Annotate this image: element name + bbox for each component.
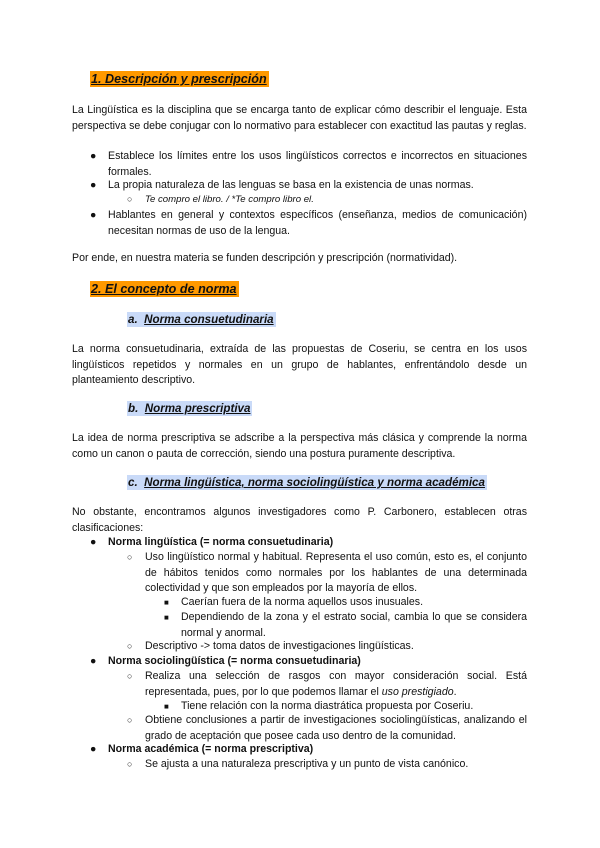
circle-marker: ○ — [127, 759, 133, 769]
subsection-c-intro: No obstante, encontramos algunos investigadores como P. Carbonero, establecen otras clasificaciones: — [72, 506, 527, 534]
section-1-bullet-2: La propia naturaleza de las lenguas se basa en la existencia de unas normas. — [108, 179, 474, 191]
square-marker: ■ — [164, 702, 169, 711]
circle-marker: ○ — [127, 671, 133, 681]
norma-academica-desc: Se ajusta a una naturaleza prescriptiva y un punto de vista canónico. — [145, 758, 469, 770]
section-1-intro: La Lingüística es la disciplina que se encarga tanto de explicar cómo describir el lenguaje. Esta perspectiva se debe conjugar con lo normativo para establecer con exactitud las pautas y reglas. — [72, 104, 527, 132]
subsection-a-heading: a. Norma consuetudinaria — [128, 313, 274, 326]
bullet-marker: ● — [90, 150, 97, 162]
subsection-a-text: La norma consuetudinaria, extraída de las propuestas de Coseriu, se centra en los usos lingüísticos repetidos y normales en un grupo de hablantes, enfrentándolo desde un planteamiento descriptivo. — [72, 343, 527, 387]
bullet-marker: ● — [90, 655, 97, 667]
section-1-bullet-1: Establece los límites entre los usos lingüísticos correctos e incorrectos en situaciones formales. — [108, 150, 527, 178]
circle-marker: ○ — [127, 552, 133, 562]
subsection-b-text: La idea de norma prescriptiva se adscribe a la perspectiva más clásica y comprende la norma como un canon o pauta de corrección, siendo una postura puramente descriptiva. — [72, 432, 527, 460]
bullet-marker: ● — [90, 209, 97, 221]
circle-marker: ○ — [127, 194, 133, 204]
norma-sociolinguistica-label: Norma sociolingüística (= norma consuetudinaria) — [108, 655, 361, 667]
norma-linguistica-method: Descriptivo -> toma datos de investigaciones lingüísticas. — [145, 640, 414, 652]
section-1-heading: 1. Descripción y prescripción — [91, 72, 267, 86]
section-1-example: Te compro el libro. / *Te compro libro el. — [145, 194, 314, 205]
circle-marker: ○ — [127, 715, 133, 725]
section-1-closing: Por ende, en nuestra materia se funden descripción y prescripción (normatividad). — [72, 252, 458, 264]
subsection-c-heading: c. Norma lingüística, norma sociolingüística y norma académica — [128, 476, 485, 489]
norma-linguistica-point-2: Dependiendo de la zona y el estrato social, cambia lo que se considera normal y anormal. — [181, 611, 527, 639]
bullet-marker: ● — [90, 536, 97, 548]
norma-linguistica-desc: Uso lingüístico normal y habitual. Representa el uso común, esto es, el conjunto de hábitos tenidos como normales por los hablantes de una determinada colectividad y que son empleados por la mayoría de ellos. — [145, 551, 527, 595]
circle-marker: ○ — [127, 641, 133, 651]
section-2-heading: 2. El concepto de norma — [91, 282, 237, 296]
norma-academica-label: Norma académica (= norma prescriptiva) — [108, 743, 314, 755]
norma-sociolinguistica-method: Obtiene conclusiones a partir de investigaciones sociolingüísticas, analizando el grado de aceptación que posee cada uso dentro de la comunidad. — [145, 714, 527, 742]
section-1-bullet-3: Hablantes en general y contextos específicos (enseñanza, medios de comunicación) necesitan normas de uso de la lengua. — [108, 209, 527, 237]
square-marker: ■ — [164, 613, 169, 622]
norma-sociolinguistica-point-1: Tiene relación con la norma diastrática propuesta por Coseriu. — [181, 700, 474, 712]
subsection-b-heading: b. Norma prescriptiva — [128, 402, 251, 415]
bullet-marker: ● — [90, 179, 97, 191]
norma-sociolinguistica-desc: Realiza una selección de rasgos con mayor consideración social. Está representada, pues, por lo que podemos llamar el uso prestigiado. — [145, 670, 527, 698]
norma-linguistica-point-1: Caerían fuera de la norma aquellos usos inusuales. — [181, 596, 424, 608]
bullet-marker: ● — [90, 743, 97, 755]
square-marker: ■ — [164, 598, 169, 607]
norma-linguistica-label: Norma lingüística (= norma consuetudinaria) — [108, 536, 334, 548]
